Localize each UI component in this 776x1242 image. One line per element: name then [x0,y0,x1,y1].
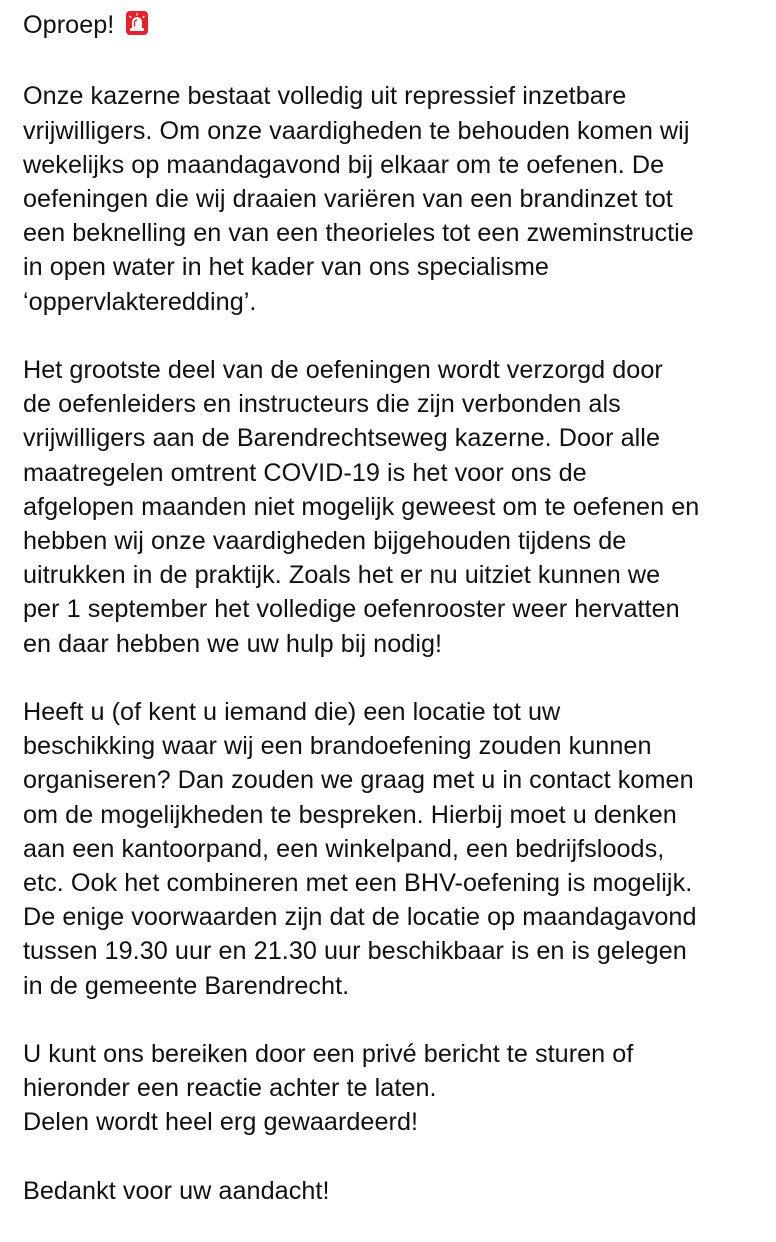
text-line: een beknelling en van een theorieles tot een zweminstructie [23,219,694,248]
text-line: maatregelen omtrent COVID-19 is het voor ons de [23,458,587,487]
text-line: Bedankt voor uw aandacht! [23,1176,330,1205]
post-body [23,8,768,1242]
text-line: de oefenleiders en instructeurs die zijn verbonden als [23,390,621,419]
text-line: en daar hebben we uw hulp bij nodig! [23,629,443,658]
text-line: Onze kazerne bestaat volledig uit repressief inzetbare [23,82,627,111]
text-line: beschikking waar wij een brandoefening zouden kunnen [23,732,652,761]
text-line: in open water in het kader van ons specialisme [23,253,549,282]
text-line: vrijwilligers aan de Barendrechtseweg kazerne. Door alle [23,424,661,453]
rotating-light-siren-icon [125,10,149,45]
text-line: hieronder een reactie achter te laten. [23,1074,437,1103]
text-line: Het grootste deel van de oefeningen wordt verzorgd door [23,356,663,384]
post-paragraph-1 [23,79,768,318]
text-line: ‘oppervlakteredding’. [23,287,257,316]
text-line: U kunt ons bereiken door een privé bericht te sturen of [23,1040,634,1069]
post-title: Oproep! [23,11,115,39]
post-paragraph-3 [23,695,768,1003]
text-line: per 1 september het volledige oefenrooster weer hervatten [23,595,680,624]
text-line: in de gemeente Barendrecht. [23,971,350,1000]
post-title-line [23,8,768,45]
post-paragraph-5 [23,1174,768,1208]
text-line: tussen 19.30 uur en 21.30 uur beschikbaar is en is gelegen [23,937,687,966]
text-line: hebben wij onze vaardigheden bijgehouden tijdens de [23,527,627,556]
text-line: Heeft u (of kent u iemand die) een locatie tot uw [23,698,561,727]
text-line: uitrukken in de praktijk. Zoals het er nu uitziet kunnen we [23,561,661,590]
text-line: etc. Ook het combineren met een BHV-oefening is mogelijk. [23,869,693,898]
post-paragraph-2 [23,353,768,661]
text-line: om de mogelijkheden te bespreken. Hierbij moet u denken [23,800,677,829]
text-line: afgelopen maanden niet mogelijk geweest om te oefenen en [23,492,700,521]
text-line: oefeningen die wij draaien variëren van een brandinzet tot [23,185,673,213]
text-line: wekelijks op maandagavond bij elkaar om te oefenen. De [23,150,665,179]
text-line: aan een kantoorpand, een winkelpand, een bedrijfsloods, [23,834,665,863]
text-line: De enige voorwaarden zijn dat de locatie op maandagavond [23,903,697,932]
post-paragraphs [23,79,768,1208]
post-paragraph-4 [23,1037,768,1140]
text-line: organiseren? Dan zouden we graag met u in contact komen [23,766,694,795]
text-line: vrijwilligers. Om onze vaardigheden te behouden komen wij [23,116,690,145]
text-line: Delen wordt heel erg gewaardeerd! [23,1108,419,1137]
